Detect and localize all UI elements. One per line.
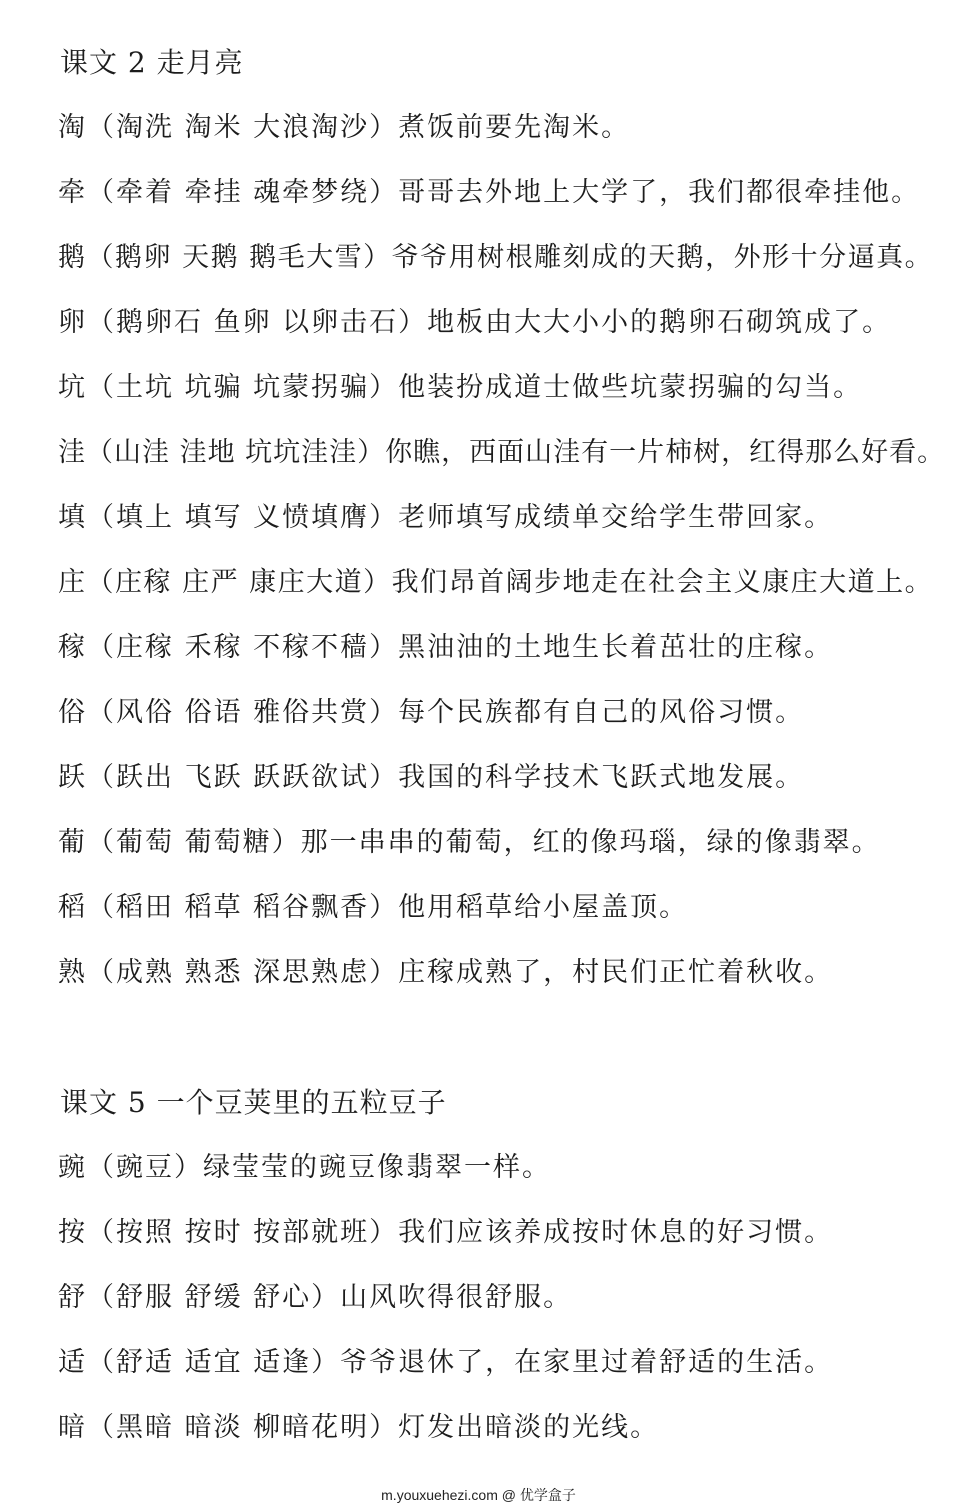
entry-an-dark: 暗（黑暗 暗淡 柳暗花明）灯发出暗淡的光线。 (58, 1412, 660, 1443)
entry-zhuang: 庄（庄稼 庄严 康庄大道）我们昂首阔步地走在社会主义康庄大道上。 (58, 567, 934, 598)
entry-shi: 适（舒适 适宜 适逢）爷爷退休了，在家里过着舒适的生活。 (58, 1347, 834, 1378)
entry-tian: 填（填上 填写 义愤填膺）老师填写成绩单交给学生带回家。 (58, 502, 834, 533)
entry-keng: 坑（土坑 坑骗 坑蒙拐骗）他装扮成道士做些坑蒙拐骗的勾当。 (58, 372, 863, 403)
section-title-lesson-2: 课文 2 走月亮 (60, 46, 244, 79)
entry-an: 按（按照 按时 按部就班）我们应该养成按时休息的好习惯。 (58, 1217, 834, 1248)
entry-wan: 豌（豌豆）绿莹莹的豌豆像翡翠一样。 (58, 1152, 551, 1183)
section-title-lesson-5: 课文 5 一个豆荚里的五粒豆子 (60, 1086, 447, 1119)
entry-su: 俗（风俗 俗语 雅俗共赏）每个民族都有自己的风俗习惯。 (58, 697, 805, 728)
footer-watermark: m.youxuehezi.com @ 优学盒子 (381, 1487, 576, 1503)
entry-wa: 洼（山洼 洼地 坑坑洼洼）你瞧，西面山洼有一片柿树，红得那么好看。 (58, 437, 946, 468)
entry-pu: 葡（葡萄 葡萄糖）那一串串的葡萄，红的像玛瑙，绿的像翡翠。 (58, 827, 881, 858)
entry-yue: 跃（跃出 飞跃 跃跃欲试）我国的科学技术飞跃式地发展。 (58, 762, 805, 793)
entry-tao: 淘（淘洗 淘米 大浪淘沙）煮饭前要先淘米。 (58, 112, 631, 143)
entry-qian: 牵（牵着 牵挂 魂牵梦绕）哥哥去外地上大学了，我们都很牵挂他。 (58, 177, 921, 208)
entry-luan: 卵（鹅卵石 鱼卵 以卵击石）地板由大大小小的鹅卵石砌筑成了。 (58, 307, 892, 338)
entry-shu-comfort: 舒（舒服 舒缓 舒心）山风吹得很舒服。 (58, 1282, 573, 1313)
entry-dao: 稻（稻田 稻草 稻谷飘香）他用稻草给小屋盖顶。 (58, 892, 689, 923)
entry-shu: 熟（成熟 熟悉 深思熟虑）庄稼成熟了，村民们正忙着秋收。 (58, 957, 834, 988)
entry-e: 鹅（鹅卵 天鹅 鹅毛大雪）爷爷用树根雕刻成的天鹅，外形十分逼真。 (58, 242, 934, 273)
entry-jia: 稼（庄稼 禾稼 不稼不穑）黑油油的土地生长着茁壮的庄稼。 (58, 632, 834, 663)
